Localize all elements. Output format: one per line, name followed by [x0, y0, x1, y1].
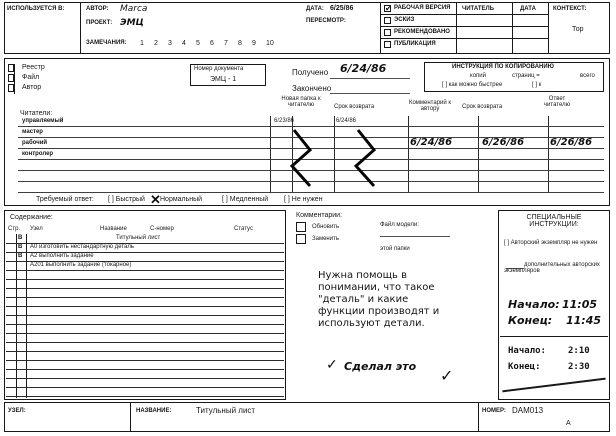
checkmark-icon-2: ✓: [440, 368, 454, 385]
author-copy-option[interactable]: [ ] Авторский экземпляр не нужен: [504, 240, 598, 246]
copy-line2-a[interactable]: [ ] как можно быстрее: [442, 82, 503, 88]
start2-label: Начало:: [508, 346, 546, 356]
row-rule: [6, 342, 284, 343]
author-value: Marca: [120, 4, 148, 14]
note-number[interactable]: 2: [154, 40, 158, 47]
row-rule: [6, 315, 284, 316]
contents-column-header: Статус: [234, 226, 253, 232]
row-rule: [6, 270, 284, 271]
copy-line2-b[interactable]: [ ] к: [532, 82, 542, 88]
this-folder-label: этой папки: [380, 246, 410, 252]
contents-node: А2 выполнить задание: [30, 253, 94, 259]
response-options: [108, 192, 368, 207]
status-option-label: РАБОЧАЯ ВЕРСИЯ: [394, 5, 451, 11]
project-label: ПРОЕКТ:: [86, 20, 113, 26]
recipient-label: Файл: [22, 74, 40, 81]
author-label: АВТОР:: [86, 6, 109, 12]
reply-label: Ответ читателю: [543, 96, 571, 108]
reader-date-label: ДАТА: [520, 6, 536, 12]
footer-number-value: DAM013: [512, 406, 544, 415]
recipient-checkbox[interactable]: [8, 64, 14, 72]
special-title: СПЕЦИАЛЬНЫЕ ИНСТРУКЦИИ:: [526, 214, 582, 228]
row-rule: [18, 192, 604, 193]
done-note: Сделал это: [344, 360, 417, 373]
contents-node: А0 изготовить нестандартную деталь: [30, 244, 135, 250]
recipient-label: Автор: [22, 84, 42, 91]
row-rule: [6, 324, 284, 325]
doc-number-value: ЭМЦ - 1: [210, 76, 237, 83]
end2-value: 2:30: [568, 362, 590, 372]
start-label: Начало:: [508, 298, 560, 311]
row-rule: [18, 126, 604, 127]
footer-node-label: УЗЕЛ:: [8, 408, 26, 414]
contents-label: Содержание:: [10, 214, 53, 221]
reader-returned-date: 6/26/86: [482, 137, 525, 148]
reader-comment-date: 6/24/86: [410, 137, 453, 148]
note-number[interactable]: 3: [168, 40, 172, 47]
note-number[interactable]: 9: [252, 40, 256, 47]
row-rule: [6, 351, 284, 352]
return-label: Срок возврата: [462, 104, 503, 110]
copy-line1-c: всего: [580, 73, 595, 79]
reader-name: мастер: [22, 129, 43, 135]
start2-value: 2:10: [568, 346, 590, 356]
contents-column-header: С-номер: [150, 226, 174, 232]
notes-label: ЗАМЕЧАНИЯ:: [86, 40, 127, 46]
received-label: Получено: [292, 68, 329, 77]
comment-option-label: Заменить: [312, 236, 339, 242]
recipient-checkbox[interactable]: [8, 84, 14, 92]
response-option[interactable]: [ ] Медленный: [222, 196, 269, 203]
comment-checkbox[interactable]: [296, 234, 306, 244]
end-value: 11:45: [566, 314, 602, 327]
contents-column-header: Стр.: [8, 226, 21, 232]
date-label: ДАТА:: [306, 6, 324, 12]
comment-options: [296, 222, 376, 252]
reader-sent-date: 6/23/86: [274, 118, 295, 124]
row-rule: [6, 288, 284, 289]
end-label: Конец:: [508, 314, 553, 327]
reader-name: управляемый: [22, 118, 64, 124]
contents-row-marker: B: [18, 253, 23, 259]
comment-checkbox[interactable]: [296, 222, 306, 232]
help-note: Нужна помощь в понимании, что такое "деталь" и какие функции производят и используют детали.: [318, 270, 440, 329]
reader-table: [18, 116, 604, 192]
recipient-checkbox[interactable]: [8, 74, 14, 82]
note-number[interactable]: 6: [210, 40, 214, 47]
copy-line1-a: копий: [470, 73, 486, 79]
copy-instruction-label: ИНСТРУКЦИЯ ПО КОПИРОВАНИЮ: [452, 64, 554, 70]
status-checkbox[interactable]: ✔: [385, 4, 392, 13]
row-rule: [6, 369, 284, 370]
context-value: Тор: [572, 26, 584, 33]
row-rule: [6, 297, 284, 298]
footer-number-label: НОМЕР:: [482, 408, 506, 414]
reader-label: ЧИТАТЕЛЬ: [462, 6, 495, 12]
note-number[interactable]: 4: [182, 40, 186, 47]
model-file-label: Файл модели:: [380, 222, 419, 228]
received-value: 6/24/86: [340, 62, 387, 75]
context-label: КОНТЕКСТ:: [553, 6, 587, 12]
comment-label: Комментарий к автору: [408, 100, 452, 112]
status-checkbox[interactable]: [384, 41, 391, 48]
new-folder-label: Новая папка к читателю: [281, 96, 321, 108]
contents-column-header: Узел: [30, 226, 43, 232]
row-rule: [6, 279, 284, 280]
response-option[interactable]: Нормальный: [160, 196, 203, 203]
row-rule: [6, 378, 284, 379]
row-rule: [6, 333, 284, 334]
finished-label: Закончено: [292, 84, 332, 93]
status-checkbox[interactable]: [384, 29, 391, 36]
recipient-label: Реестр: [22, 64, 45, 71]
start-value: 11:05: [562, 298, 598, 311]
cross-mark-icon: ✕: [150, 192, 161, 207]
notes-numbers: [140, 40, 340, 50]
reader-name: контролер: [22, 151, 54, 157]
comment-option-label: Обновить: [312, 224, 340, 230]
status-checkbox[interactable]: [384, 17, 391, 24]
row-rule: [6, 387, 284, 388]
reader-due-date: 6/24/86: [336, 118, 357, 124]
zigzag-mark-icon: [280, 128, 400, 188]
contents-row-marker: B: [18, 244, 23, 250]
reader-name: рабочий: [22, 140, 48, 146]
footer-sub-value: А: [566, 420, 571, 427]
note-number[interactable]: 7: [224, 40, 228, 47]
reader-reply-date: 6/26/86: [550, 137, 593, 148]
status-option-label: ПУБЛИКАЦИЯ: [394, 41, 436, 47]
response-label: Требуемый ответ:: [36, 196, 94, 203]
return-due-label: Срок возврата: [334, 104, 375, 110]
copy-line1-b: страниц =: [512, 73, 540, 79]
response-option[interactable]: [ ] Не нужен: [284, 196, 323, 203]
end2-label: Конец:: [508, 362, 541, 372]
footer-title-label: НАЗВАНИЕ:: [136, 408, 172, 414]
comments-label: Комментарии:: [296, 212, 343, 219]
contents-node: А201 выполнить задание (токарное): [30, 262, 132, 268]
readers-label: Читатели:: [20, 110, 53, 117]
contents-title: Титульный лист: [116, 235, 161, 241]
row-rule: [6, 396, 284, 397]
row-rule: [6, 306, 284, 307]
used-in-label: ИСПОЛЬЗУЕТСЯ В:: [7, 6, 65, 12]
status-option-label: РЕКОМЕНДОВАНО: [394, 29, 450, 35]
response-option[interactable]: [ ] Быстрый: [108, 196, 145, 203]
contents-table: [6, 226, 284, 398]
contents-column-header: Название: [100, 226, 127, 232]
note-number[interactable]: 5: [196, 40, 200, 47]
status-option-label: ЭСКИЗ: [394, 17, 415, 23]
row-rule: [6, 360, 284, 361]
note-number[interactable]: 1: [140, 40, 144, 47]
date-value: 6/25/86: [330, 5, 354, 12]
note-number[interactable]: 10: [266, 40, 274, 47]
contents-row-marker: B: [18, 235, 23, 241]
extra-copies-label: дополнительных авторских экземпляров: [504, 262, 600, 274]
project-value: ЭМЦ: [120, 18, 144, 28]
contents-divider: [16, 234, 17, 398]
doc-number-label: Номер документа: [194, 66, 244, 72]
revision-label: ПЕРЕСМОТР:: [306, 18, 346, 24]
footer-title-value: Титульный лист: [196, 406, 256, 415]
note-number[interactable]: 8: [238, 40, 242, 47]
checkmark-icon: ✓: [326, 356, 338, 372]
contents-divider: [26, 234, 27, 398]
